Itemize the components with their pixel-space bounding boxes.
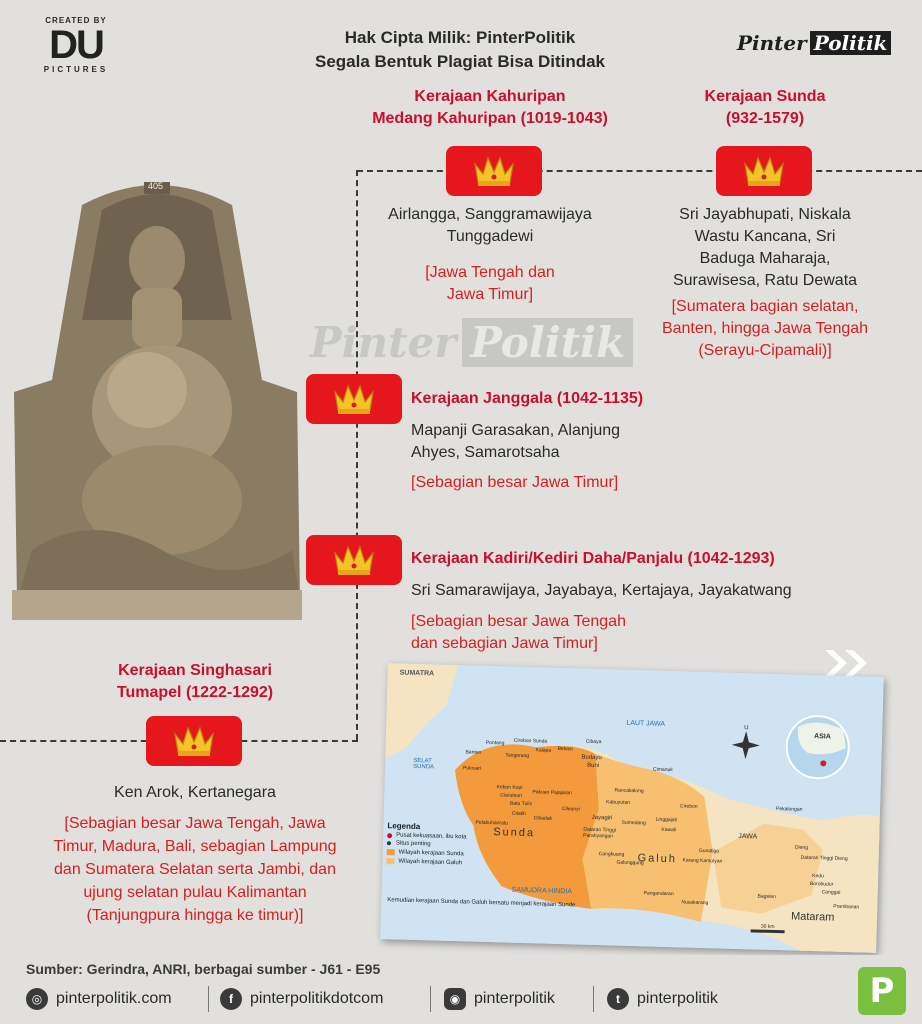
badge-letter: P [869, 971, 895, 1011]
sunda-rulers-line-3: Baduga Maharaja, [699, 250, 831, 267]
map-scale-label: 30 km [760, 923, 775, 931]
map-label-samudra: SAMUDRA HINDIA [511, 886, 573, 896]
kahuripan-title [340, 86, 640, 130]
statue-image [12, 170, 302, 620]
map-place-kalapa: Kalapa [535, 747, 552, 754]
map-place-dieng: Dieng [794, 844, 809, 851]
map-place-batu-tulis: Batu Tulis [509, 800, 533, 808]
map-place-kawali: Kawali [661, 826, 677, 834]
legend-sunda-label: Wilayah kerajaan Sunda [398, 849, 464, 858]
map-place-pulosari: Pulosari [462, 765, 482, 772]
kadiri-title: Kerajaan Kadiri/Kediri Daha/Panjalu (1042-1293) [411, 550, 775, 567]
pinterpolitik-watermark [310, 318, 633, 367]
map-place-cirebon-sunda: Cirebon Sunda [513, 737, 548, 745]
singhasari-region-line-4: ujung selatan pulau Kalimantan [83, 884, 307, 901]
singhasari-region-line-5: (Tanjungpura hingga ke timur)] [86, 907, 304, 924]
map-label-sunda: Sunda [493, 826, 536, 840]
footer-separator [208, 986, 209, 1012]
janggala-title: Kerajaan Janggala (1042-1135) [411, 390, 644, 407]
map-place-borobudur: Borobudur [809, 880, 834, 888]
map-label-sumatra: SUMATRA [399, 669, 435, 678]
kahuripan-region-line-1: [Jawa Tengah dan [425, 264, 555, 281]
map-place-banten: Banten [465, 749, 482, 756]
watermark-politik: Politik [462, 318, 633, 367]
legend-title: Legenda [387, 821, 421, 832]
compass-icon [729, 725, 762, 766]
sunda-title-line-2: (932-1579) [725, 110, 805, 127]
sunda-rulers-line-2: Wastu Kancana, Sri [694, 228, 836, 245]
map-place-cimanuk: Cimanuk [652, 766, 673, 774]
map-place-cibaya: Cibaya [585, 738, 602, 746]
map-place-galunggung: Galunggung [616, 859, 644, 867]
du-created-by: CREATED BY [45, 16, 107, 25]
map-label-galuh: Galuh [637, 852, 678, 866]
map-place-rancakalong: Rancakalong [614, 787, 644, 795]
footer-instagram[interactable] [444, 988, 555, 1010]
kahuripan-rulers-line-2: Tunggadewi [446, 228, 534, 245]
map-label-mataram: Mataram [790, 910, 835, 924]
map-place-cangkuang: Cangkuang [598, 851, 625, 858]
legend-galuh-label: Wilayah kerajaan Galuh [398, 858, 463, 867]
footer-twitter-label: pinterpolitik [637, 990, 718, 1007]
map-place-buni: Buni [587, 762, 600, 770]
footer-facebook[interactable] [220, 988, 383, 1010]
map-place-bekasi: Bekasi [557, 745, 573, 753]
janggala-rulers-line-1: Mapanji Garasakan, Alanjung [411, 422, 621, 439]
statue-plate-number: 405 [148, 181, 164, 191]
janggala-rulers-line-2: Ahyes, Samarotsaha [411, 444, 560, 461]
footer-separator [593, 986, 594, 1012]
kadiri-rulers: Sri Samarawijaya, Jayabaya, Kertajaya, Jayakatwang [411, 582, 792, 599]
copyright-header [260, 26, 660, 74]
crown-icon [742, 154, 786, 188]
kahuripan-rulers [340, 204, 640, 248]
map-place-cibadak: Cibadak [533, 815, 553, 822]
map-place-bagelen: Bagelen [757, 893, 777, 901]
janggala-region: [Sebagian besar Jawa Timur] [411, 474, 619, 491]
copyright-line-2: Segala Bentuk Plagiat Bisa Ditindak [314, 52, 606, 71]
pinterpolitik-logo [737, 31, 891, 55]
kadiri-crown-badge [306, 535, 402, 585]
kingdom-map [380, 663, 884, 953]
legend-item-sunda [387, 849, 507, 858]
map-place-kebon-kopi: Kebon Kopi [496, 784, 523, 791]
crown-icon [332, 382, 376, 416]
map-label-selat-sunda: SELAT SUNDA [412, 757, 435, 771]
kadiri-region-line-1: [Sebagian besar Jawa Tengah [411, 613, 626, 630]
map-place-prambanan: Prambanan [833, 903, 860, 911]
map-place-linggajati: Linggajati [655, 816, 678, 824]
source-text: Sumber: Gerindra, ANRI, berbagai sumber - J61 - E95 [26, 961, 381, 977]
map-place-gunatiga: Gunatiga [698, 847, 720, 855]
pinterpolitik-badge [858, 967, 906, 1015]
map-place-cileunyi: Cileunyi [561, 806, 580, 813]
legend-item-site [387, 840, 507, 849]
facebook-icon: f [220, 988, 242, 1010]
sunda-title-line-1: Kerajaan Sunda [704, 88, 826, 105]
map-place-karang-kamulyan: Karang Kamulyan [682, 857, 723, 865]
crown-icon [472, 154, 516, 188]
copyright-line-1: Hak Cipta Milik: PinterPolitik [344, 28, 576, 47]
du-logo-mark: DU [49, 23, 103, 67]
singhasari-rulers: Ken Arok, Kertanegara [114, 784, 276, 801]
map-place-pangandaran: Pangandaran [643, 890, 674, 898]
map-place-cirebon: Cirebon [679, 803, 698, 810]
legend-site-label: Situs penting [395, 840, 431, 848]
singhasari-title-line-1: Kerajaan Singhasari [118, 662, 272, 679]
kahuripan-region [340, 262, 640, 306]
map-place-budayu: Budayu [581, 754, 602, 762]
singhasari-title [60, 660, 330, 704]
map-place-tangerang: Tangerang [505, 752, 530, 760]
politik-logo-text: Politik [810, 31, 892, 55]
footer-facebook-label: pinterpolitikdotcom [250, 990, 384, 1007]
timeline-vertical-line [356, 170, 358, 740]
du-pictures-logo [36, 16, 116, 74]
map-place-pontang: Pontang [485, 739, 505, 747]
singhasari-region-line-3: dan Sumatera Selatan serta Jambi, dan [54, 861, 336, 878]
kahuripan-title-line-1: Kerajaan Kahuripan [414, 88, 566, 105]
map-place-kabuyutan: Kabuyutan [606, 799, 631, 806]
crown-icon [332, 543, 376, 577]
sunda-rulers [645, 204, 885, 292]
map-place-nusakarang: Nusakarang [681, 899, 709, 907]
sunda-region-line-2: Banten, hingga Jawa Tengah [661, 320, 869, 337]
map-place-kedu: Kedu [812, 873, 824, 880]
map-place-dataran-parahyangan: Dataran Tinggi Parahyangan [583, 826, 616, 840]
map-note: Kemudian kerajaan Sunda dan Galuh bersatu menjadi kerajaan Sunde [387, 897, 576, 909]
footer-separator [430, 986, 431, 1012]
singhasari-region-line-1: [Sebagian besar Jawa Tengah, Jawa [64, 815, 326, 832]
footer-instagram-label: pinterpolitik [474, 990, 555, 1007]
map-scale [751, 923, 785, 933]
map-place-pekalongan: Pekalongan [775, 806, 803, 813]
instagram-icon: ◉ [444, 988, 466, 1010]
kahuripan-crown-badge [446, 146, 542, 196]
singhasari-region-line-2: Timur, Madura, Bali, sebagian Lampung [53, 838, 337, 855]
watermark-pinter: Pinter [310, 318, 457, 367]
map-place-dataran-dieng: Dataran Tinggi Dieng [800, 854, 848, 863]
map-label-jawa: JAWA [738, 832, 758, 841]
sunda-rulers-line-4: Surawisesa, Ratu Dewata [672, 272, 858, 289]
singhasari-region [10, 812, 380, 927]
globe-icon: ◎ [26, 988, 48, 1010]
sunda-region-line-1: [Sumatera bagian selatan, [671, 298, 859, 315]
map-place-canggal: Canggal [821, 889, 841, 896]
footer-website[interactable] [26, 988, 172, 1010]
map-label-laut-jawa: LAUT JAWA [626, 719, 666, 728]
crown-icon [172, 724, 216, 758]
janggala-crown-badge [306, 374, 402, 424]
map-place-pelabuhanratu: Pelabuhanratu [475, 819, 509, 827]
footer-website-label: pinterpolitik.com [56, 990, 172, 1007]
janggala-rulers [411, 420, 731, 464]
kadiri-region-line-2: dan sebagian Jawa Timur] [411, 635, 598, 652]
legend-capital-label: Pusat kekuasaan, ibu kota [396, 832, 467, 841]
twitter-icon: t [607, 988, 629, 1010]
kadiri-region [411, 611, 731, 655]
map-place-citatih: Citatih [511, 810, 527, 818]
compass-north: U [744, 725, 749, 732]
kahuripan-rulers-line-1: Airlangga, Sanggramawijaya [388, 206, 592, 223]
singhasari-crown-badge [146, 716, 242, 766]
kahuripan-title-line-2: Medang Kahuripan (1019-1043) [372, 110, 608, 127]
kahuripan-region-line-2: Jawa Timur] [446, 286, 534, 303]
inset-globe-asia: ASIA [813, 733, 831, 741]
du-pictures: PICTURES [43, 65, 109, 74]
timeline-top-line [357, 170, 922, 172]
map-place-sumedang: Sumedang [621, 819, 646, 827]
pinter-logo-text: Pinter [737, 31, 807, 55]
sunda-crown-badge [716, 146, 812, 196]
map-place-pakuan: Pakuan Pajajaran [532, 789, 572, 797]
legend-item-galuh [386, 858, 506, 867]
singhasari-title-line-2: Tumapel (1222-1292) [116, 684, 274, 701]
map-legend [386, 821, 507, 870]
footer-twitter[interactable] [607, 988, 718, 1010]
map-place-ciaruteun: Ciaruteun [500, 792, 523, 799]
sunda-rulers-line-1: Sri Jayabhupati, Niskala [679, 206, 851, 223]
sunda-region-line-3: (Serayu-Cipamali)] [698, 342, 832, 359]
sunda-region [630, 296, 900, 362]
sunda-title [650, 86, 880, 130]
map-place-jayagiri: Jayagiri [591, 814, 613, 822]
